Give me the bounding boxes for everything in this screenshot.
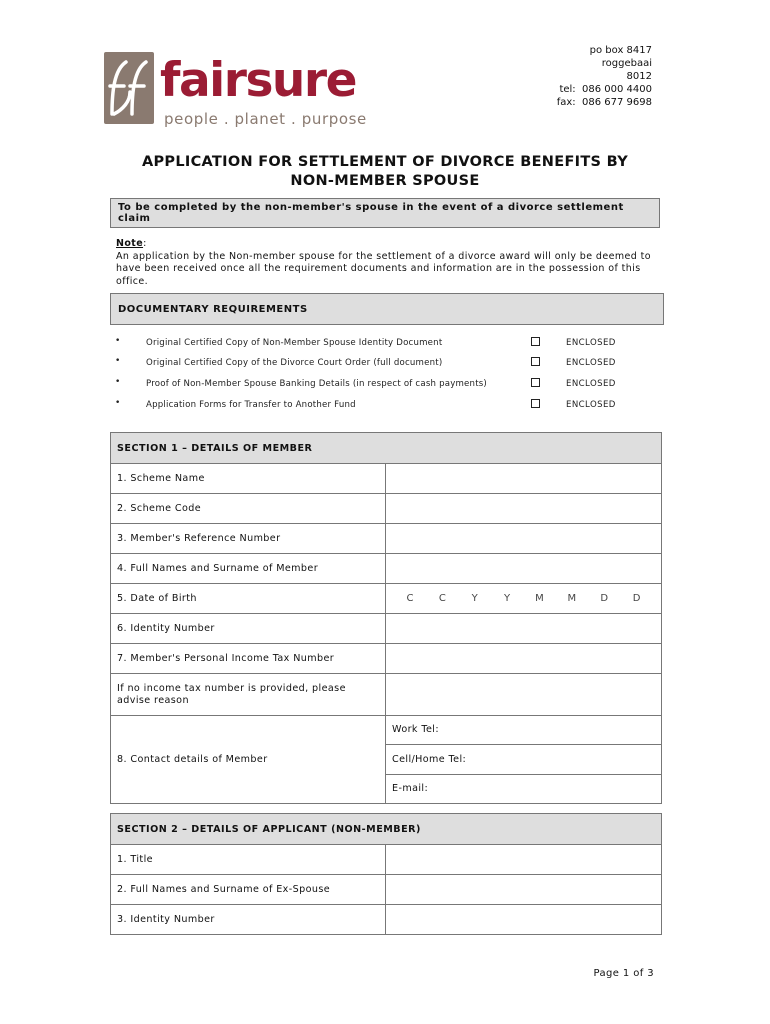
no-tax-reason-label: If no income tax number is provided, please advise reason <box>111 674 386 716</box>
reference-number-label: 3. Member's Reference Number <box>111 524 386 554</box>
company-address <box>557 44 652 109</box>
enclosed-checkbox[interactable] <box>531 399 540 408</box>
tax-number-label: 7. Member's Personal Income Tax Number <box>111 644 386 674</box>
address-line: po box 8417 <box>589 45 652 56</box>
scheme-code-field[interactable] <box>386 494 662 524</box>
section2-table <box>110 813 662 935</box>
requirement-item <box>110 398 660 412</box>
date-of-birth-field[interactable] <box>386 584 662 614</box>
requirement-item <box>110 336 660 350</box>
applicant-title-field[interactable] <box>386 845 662 875</box>
section1-heading: SECTION 1 – DETAILS OF MEMBER <box>111 433 662 464</box>
ex-spouse-names-label: 2. Full Names and Surname of Ex-Spouse <box>111 875 386 905</box>
dob-format-char: Y <box>504 593 511 604</box>
reference-number-field[interactable] <box>386 524 662 554</box>
dob-format-char: Y <box>471 593 479 604</box>
dob-format-char: C <box>438 593 447 604</box>
requirement-text: Original Certified Copy of the Divorce Court Order (full document) <box>146 358 443 368</box>
applicant-identity-label: 3. Identity Number <box>111 905 386 935</box>
dob-format-char: D <box>632 593 641 604</box>
bullet-icon: • <box>115 356 121 366</box>
member-full-names-label: 4. Full Names and Surname of Member <box>111 554 386 584</box>
logo-mark <box>104 52 154 124</box>
logo-wordmark: fairsure <box>160 53 356 108</box>
enclosed-checkbox[interactable] <box>531 357 540 366</box>
page-number: Page 1 of 3 <box>593 968 654 979</box>
enclosed-label: ENCLOSED <box>566 379 616 389</box>
address-fax: fax: 086 677 9698 <box>556 97 652 108</box>
note-text: An application by the Non-member spouse for the settlement of a divorce award will only be deemed to have been received once all the requirement documents and information are in the possession of this office. <box>116 250 651 287</box>
address-line: roggebaai <box>601 58 652 69</box>
fs-monogram-icon <box>104 52 154 124</box>
title-line-1: APPLICATION FOR SETTLEMENT OF DIVORCE BENEFITS BY <box>141 154 628 170</box>
enclosed-checkbox[interactable] <box>531 337 540 346</box>
contact-details-field <box>386 716 662 804</box>
requirement-item <box>110 356 660 370</box>
note: Note: An application by the Non-member spouse for the settlement of a divorce award will only be deemed to have been received once all the requirement documents and information are in the possession of this office. <box>116 238 656 288</box>
scheme-name-label: 1. Scheme Name <box>111 464 386 494</box>
section2-heading: SECTION 2 – DETAILS OF APPLICANT (NON-MEMBER) <box>111 814 662 845</box>
section1-table <box>110 432 662 804</box>
ex-spouse-names-field[interactable] <box>386 875 662 905</box>
requirements-heading <box>110 293 664 325</box>
requirement-text: Proof of Non-Member Spouse Banking Details (in respect of cash payments) <box>146 379 487 389</box>
applicant-title-label: 1. Title <box>111 845 386 875</box>
no-tax-reason-field[interactable] <box>386 674 662 716</box>
date-of-birth-label: 5. Date of Birth <box>111 584 386 614</box>
contact-details-label: 8. Contact details of Member <box>111 716 386 804</box>
requirement-item <box>110 377 660 391</box>
applicant-identity-field[interactable] <box>386 905 662 935</box>
email-field[interactable]: E-mail: <box>386 774 661 803</box>
enclosed-checkbox[interactable] <box>531 378 540 387</box>
dob-format-char: M <box>567 593 577 604</box>
title-line-2: NON-MEMBER SPOUSE <box>290 173 480 189</box>
note-label: Note <box>116 238 144 249</box>
cell-tel-field[interactable]: Cell/Home Tel: <box>386 744 661 774</box>
logo-tagline: people . planet . purpose <box>164 110 367 128</box>
instruction-text: To be completed by the non-member's spouse in the event of a divorce settlement claim <box>118 202 624 224</box>
dob-format-char: M <box>535 593 545 604</box>
requirements-heading-text: DOCUMENTARY REQUIREMENTS <box>118 303 308 315</box>
enclosed-label: ENCLOSED <box>566 338 616 348</box>
requirement-text: Original Certified Copy of Non-Member Spouse Identity Document <box>146 338 443 348</box>
document-title <box>110 153 660 191</box>
bullet-icon: • <box>115 336 121 346</box>
enclosed-label: ENCLOSED <box>566 358 616 368</box>
bullet-icon: • <box>115 377 121 387</box>
scheme-name-field[interactable] <box>386 464 662 494</box>
enclosed-label: ENCLOSED <box>566 400 616 410</box>
instruction-box <box>110 198 660 228</box>
tax-number-field[interactable] <box>386 644 662 674</box>
work-tel-field[interactable]: Work Tel: <box>392 724 439 735</box>
member-full-names-field[interactable] <box>386 554 662 584</box>
bullet-icon: • <box>115 398 121 408</box>
dob-format-char: C <box>406 593 414 604</box>
identity-number-label: 6. Identity Number <box>111 614 386 644</box>
address-line: 8012 <box>626 71 652 82</box>
requirement-text: Application Forms for Transfer to Another Fund <box>146 400 356 410</box>
identity-number-field[interactable] <box>386 614 662 644</box>
scheme-code-label: 2. Scheme Code <box>111 494 386 524</box>
dob-format-char: D <box>600 593 609 604</box>
address-tel: tel: 086 000 4400 <box>559 84 652 95</box>
